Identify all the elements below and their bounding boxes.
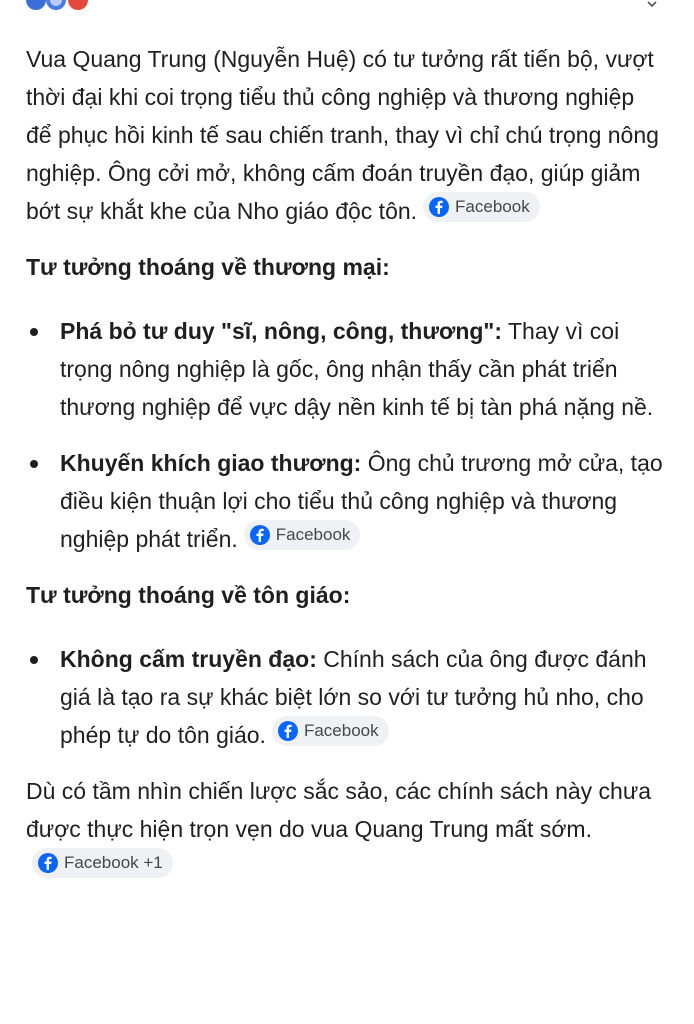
source-chip-label: Facebook <box>303 721 379 740</box>
list-item-text: Thay vì coi trọng nông nghiệp là gốc, ông nhận thấy cần phát triển thương nghiệp để vực dậy nền kinh tế bị tàn phá nặng nề. <box>60 318 654 420</box>
source-chip-label: Facebook <box>275 525 351 544</box>
section-heading-commerce: Tư tưởng thoáng về thương mại: <box>26 254 390 280</box>
bullet-dot <box>30 328 38 336</box>
source-chip-facebook[interactable] <box>423 192 540 222</box>
answer-content <box>26 40 666 886</box>
conclusion-paragraph <box>26 772 666 886</box>
chevron-down-icon[interactable] <box>646 0 658 10</box>
bullet-dot <box>30 656 38 664</box>
facebook-icon <box>38 853 58 873</box>
commerce-list <box>26 312 666 558</box>
list-item-text: Chính sách của ông được đánh giá là tạo ra sự khác biệt lớn so với tư tưởng hủ nho, cho phép tự do tôn giáo. <box>60 646 647 748</box>
list-item-title: Không cấm truyền đạo: <box>60 646 317 672</box>
facebook-icon <box>429 197 449 217</box>
source-chip-facebook[interactable] <box>244 520 361 550</box>
bullet-dot <box>30 460 38 468</box>
app-icons-strip <box>26 0 98 14</box>
list-item <box>26 312 666 426</box>
top-bar <box>0 0 694 20</box>
source-chip-label: Facebook <box>455 197 530 216</box>
source-chip-label: Facebook +1 <box>64 853 163 872</box>
source-chip-facebook-plus[interactable] <box>32 848 173 878</box>
religion-list <box>26 640 666 754</box>
list-item-title: Khuyến khích giao thương: <box>60 450 362 476</box>
source-chip-facebook[interactable] <box>272 716 389 746</box>
section-heading-religion: Tư tưởng thoáng về tôn giáo: <box>26 582 351 608</box>
intro-text: Vua Quang Trung (Nguyễn Huệ) có tư tưởng rất tiến bộ, vượt thời đại khi coi trọng tiểu thủ công nghiệp và thương nghiệp để phục hồi kinh tế sau chiến tranh, thay vì chỉ chú trọng nông nghiệp. Ông cởi mở, không cấm đoán truyền đạo, giúp giảm bớt sự khắt khe của Nho giáo độc tôn. <box>26 46 659 224</box>
facebook-icon <box>250 525 270 545</box>
list-item-text: Ông chủ trương mở cửa, tạo điều kiện thuận lợi cho tiểu thủ công nghiệp và thương nghiệp phát triển. <box>60 450 663 552</box>
facebook-icon <box>278 721 298 741</box>
list-item-title: Phá bỏ tư duy "sĩ, nông, công, thương": <box>60 318 502 344</box>
list-item <box>26 640 666 754</box>
conclusion-text: Dù có tầm nhìn chiến lược sắc sảo, các chính sách này chưa được thực hiện trọn vẹn do vua Quang Trung mất sớm. <box>26 778 652 842</box>
intro-paragraph <box>26 40 666 230</box>
list-item <box>26 444 666 558</box>
